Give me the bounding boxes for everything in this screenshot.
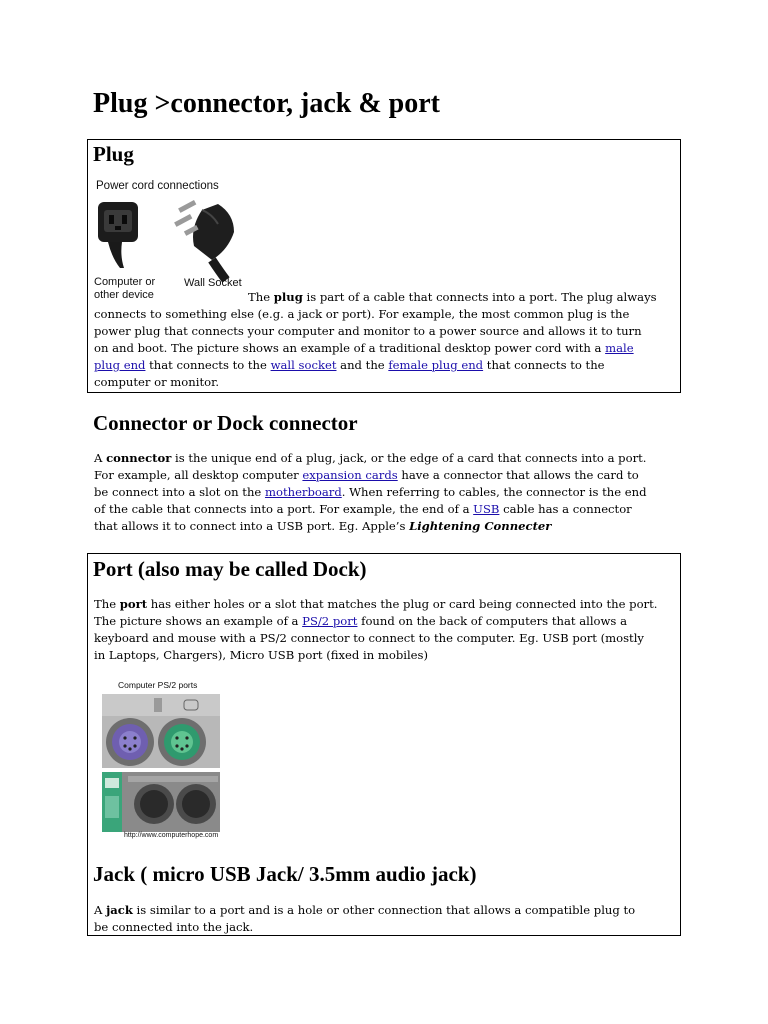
ps2-ports-icon [100, 692, 222, 842]
port-paragraph: The port has either holes or a slot that matches the plug or card being connected into the port. The picture shows an example of a PS/2 port found on the back of computers that allows a keyboard and mouse with a PS/2 connector to connect to the computer. Eg. USB port (mostly in Laptops, Chargers), Micro USB port (fixed in mobiles) [94, 597, 658, 662]
port-line-4: in Laptops, Chargers), Micro USB port (fixed in mobiles) [94, 648, 428, 662]
female-plug-end-link[interactable]: female plug end [388, 358, 484, 372]
wall-socket-link[interactable]: wall socket [270, 358, 337, 372]
figure-caption: Power cord connections [96, 180, 219, 192]
plug-line-2: connects to something else (e.g. a jack or port). For example, the most common plug is the [94, 307, 630, 321]
jack-heading: Jack ( micro USB Jack/ 3.5mm audio jack) [93, 862, 477, 886]
lightening-connecter-text: Lightening Connecter [409, 519, 552, 533]
ps2-figure-credit: http://www.computerhope.com [124, 832, 219, 839]
plug-paragraph-line-1: The plug is part of a cable that connects into a port. The plug always [248, 290, 657, 304]
figure-label-computer: Computer or [94, 276, 156, 288]
usb-link[interactable]: USB [473, 502, 500, 516]
plug-paragraph-rest: connects to something else (e.g. a jack or port). For example, the most common plug is the power plug that connects your computer and monitor to a power source and allows it to turn on and boot. The picture shows an example of a traditional desktop power cord with a male plug end that connects to the wall socket and the female plug end that connects to the computer or monitor. [94, 307, 642, 389]
port-heading: Port (also may be called Dock) [93, 557, 367, 581]
port-line-3: keyboard and mouse with a PS/2 connector to connect to the computer. Eg. USB port (mostly [94, 631, 644, 645]
jack-paragraph: A jack is similar to a port and is a hole or other connection that allows a compatible plug to be connected into the jack. [94, 903, 636, 934]
connector-paragraph: A connector is the unique end of a plug, jack, or the edge of a card that connects into a port. For example, all desktop computer expansion cards have a connector that allows the card to be connect into a slot on the motherboard. When referring to cables, the connector is the end of the cable that connects into a port. For example, the end of a USB cable has a connector that allows it to connect into a USB port. Eg. Apple’s Lightening Connecter [94, 451, 647, 533]
connector-heading: Connector or Dock connector [93, 411, 358, 435]
jack-line-2: be connected into the jack. [94, 920, 254, 934]
plug-line-6: computer or monitor. [94, 375, 220, 389]
ps2-port-link[interactable]: PS/2 port [302, 614, 358, 628]
plug-heading: Plug [93, 142, 134, 166]
figure-label-wall-socket: Wall Socket [184, 277, 242, 289]
figure-label-device: other device [94, 289, 154, 301]
plug-line-3: power plug that connects your computer and monitor to a power source and allows it to turn [94, 324, 642, 338]
male-plug-end-link[interactable]: male [605, 341, 634, 355]
ps2-ports-image [100, 680, 222, 842]
motherboard-link[interactable]: motherboard [264, 485, 342, 499]
page-title: Plug >connector, jack & port [93, 88, 440, 119]
expansion-cards-link[interactable]: expansion cards [302, 468, 398, 482]
male-plug-end-link-cont[interactable]: plug end [94, 358, 146, 372]
power-cord-image [94, 180, 254, 304]
ps2-figure-caption: Computer PS/2 ports [118, 680, 198, 690]
